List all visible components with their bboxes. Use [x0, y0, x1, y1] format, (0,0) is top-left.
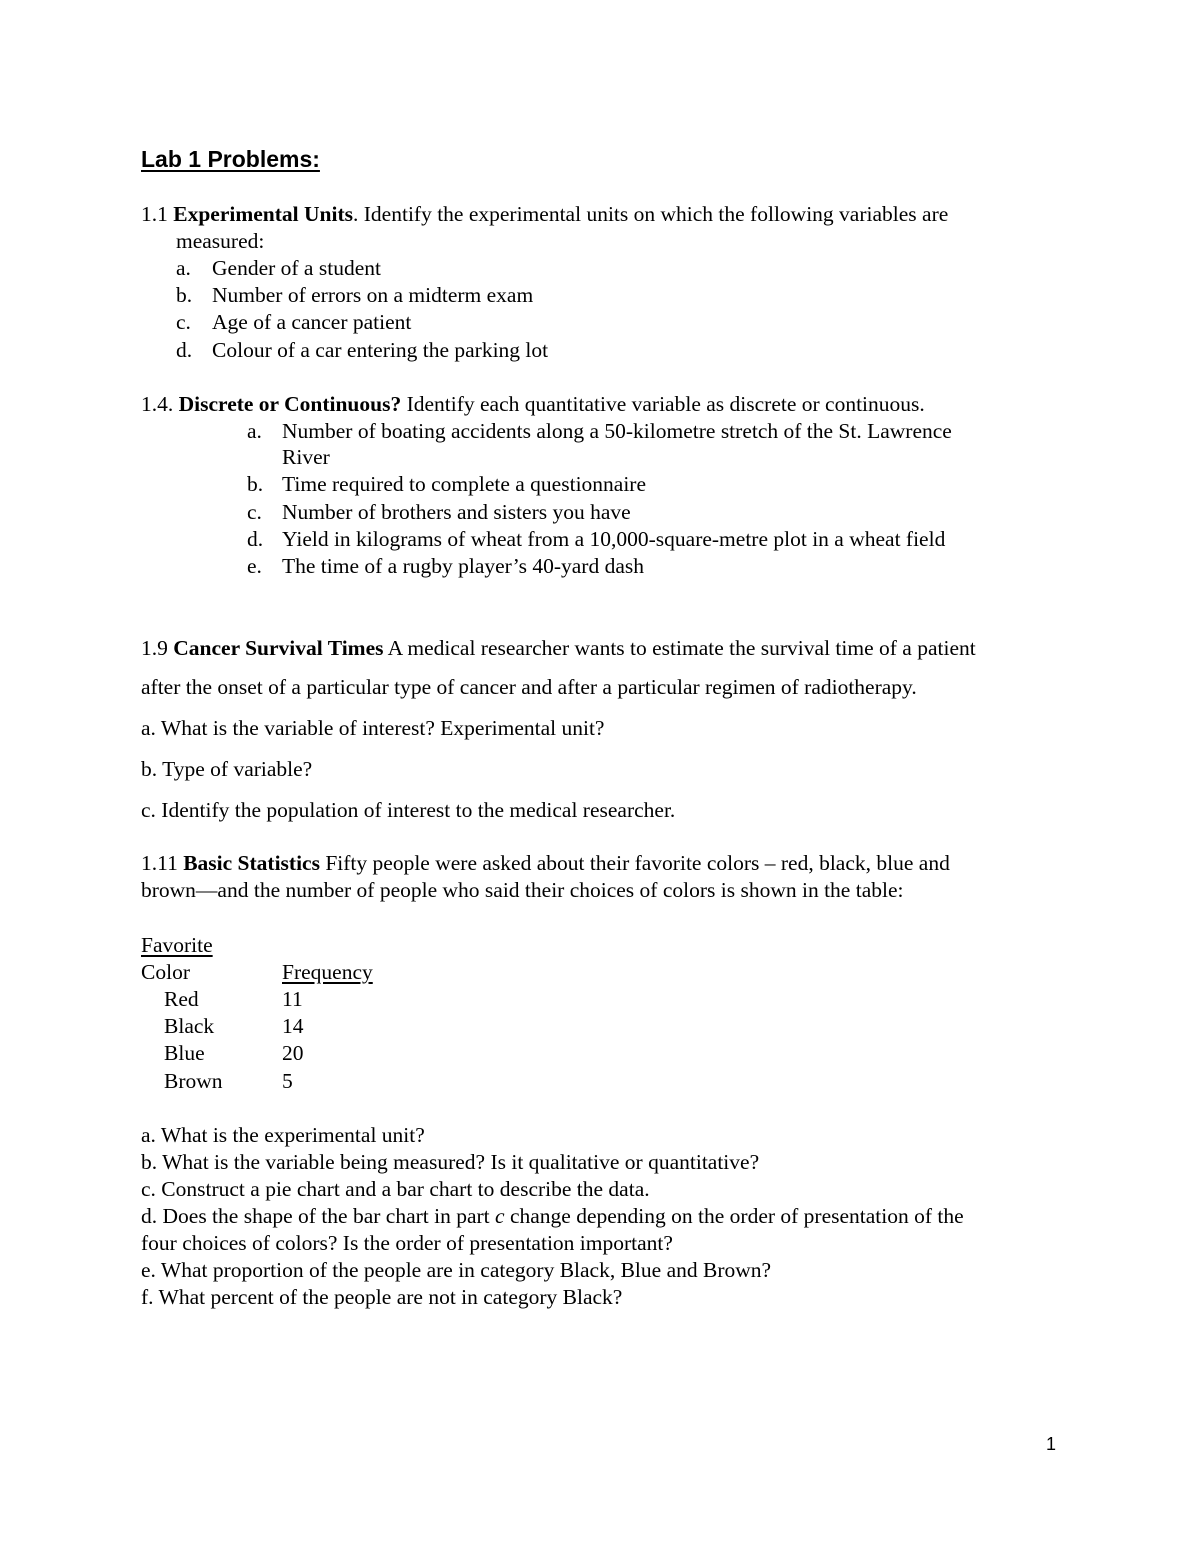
problem-heading: Discrete or Continuous? [178, 392, 402, 416]
problem-1-9-intro: 1.9 Cancer Survival Times A medical researcher wants to estimate the survival time of a patient [141, 636, 976, 660]
table-row: Black 14 [164, 1014, 304, 1038]
problem-text-cont: after the onset of a particular type of cancer and after a particular regimen of radiotherapy. [141, 675, 917, 699]
table-row: Blue 20 [164, 1041, 304, 1065]
list-item: d. Yield in kilograms of wheat from a 10,000-square-metre plot in a wheat field [247, 527, 946, 551]
list-item: a. Gender of a student [176, 256, 381, 280]
list-item: e. The time of a rugby player’s 40-yard dash [247, 554, 645, 578]
question: f. What percent of the people are not in category Black? [141, 1285, 623, 1309]
table-row: Red 11 [164, 987, 303, 1011]
list-item: a. Number of boating accidents along a 50-kilometre stretch of the St. Lawrence [247, 419, 952, 443]
problem-heading: Cancer Survival Times [173, 636, 384, 660]
question: a. What is the variable of interest? Experimental unit? [141, 716, 605, 740]
problem-heading: Basic Statistics [183, 851, 320, 875]
list-item: c. Age of a cancer patient [176, 310, 412, 334]
question: b. Type of variable? [141, 757, 313, 781]
list-item: d. Colour of a car entering the parking lot [176, 338, 549, 362]
question-cont: four choices of colors? Is the order of presentation important? [141, 1231, 673, 1255]
question: c. Construct a pie chart and a bar chart to describe the data. [141, 1177, 650, 1201]
question: e. What proportion of the people are in category Black, Blue and Brown? [141, 1258, 772, 1282]
problem-number: 1.1 [141, 202, 174, 226]
problem-text-cont: measured: [176, 229, 265, 253]
question: a. What is the experimental unit? [141, 1123, 425, 1147]
list-item: c. Number of brothers and sisters you have [247, 500, 631, 524]
problem-text-cont: brown—and the number of people who said their choices of colors is shown in the table: [141, 878, 904, 902]
question: c. Identify the population of interest to the medical researcher. [141, 798, 676, 822]
question: d. Does the shape of the bar chart in part c change depending on the order of presentation of the [141, 1204, 964, 1228]
table-header-row: Color Frequency [141, 960, 373, 984]
list-item: b. Time required to complete a questionnaire [247, 472, 647, 496]
problem-heading: Experimental Units [173, 202, 354, 226]
question: b. What is the variable being measured? Is it qualitative or quantitative? [141, 1150, 760, 1174]
problem-1-1-intro [141, 201, 948, 228]
list-item: b. Number of errors on a midterm exam [176, 283, 534, 307]
problem-1-4-intro: 1.4. Discrete or Continuous? Identify each quantitative variable as discrete or continuous. [141, 392, 925, 416]
table-row: Brown 5 [164, 1069, 293, 1093]
table-header-line1: Favorite [141, 933, 213, 957]
page-title: Lab 1 Problems: [141, 146, 320, 172]
problem-1-11-intro: 1.11 Basic Statistics Fifty people were asked about their favorite colors – red, black, blue and [141, 851, 950, 875]
problem-text: . Identify the experimental units on which the following variables are [353, 202, 949, 226]
list-item-cont: River [282, 445, 330, 469]
page-number: 1 [1046, 1434, 1057, 1454]
